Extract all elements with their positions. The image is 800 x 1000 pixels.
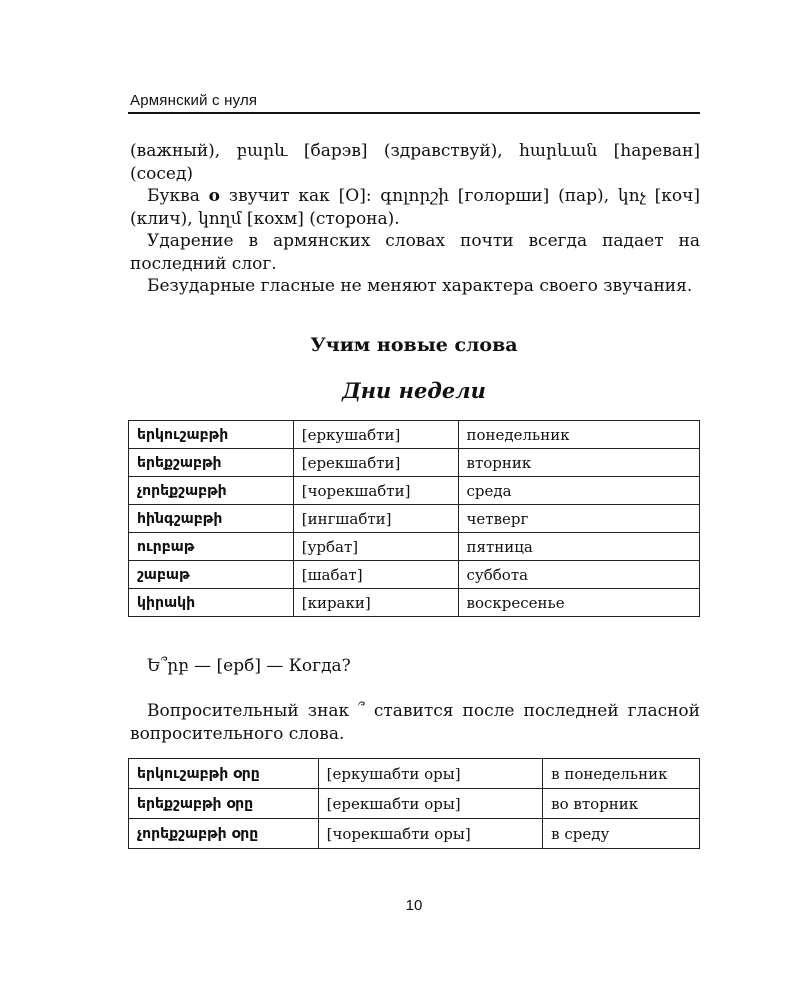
table-row	[129, 589, 700, 617]
table-row	[129, 449, 700, 477]
transcription: [чорекшабти оры]	[318, 819, 543, 849]
transcription: [еркушабти]	[293, 421, 458, 449]
transcription: [урбат]	[293, 533, 458, 561]
translation: пятница	[458, 533, 699, 561]
armenian-word: կիրակի	[129, 589, 294, 617]
body-text	[130, 140, 700, 298]
question-word-line: Ե՞րբ — [ерб] — Когда?	[147, 656, 351, 676]
armenian-word: ուրբաթ	[129, 533, 294, 561]
table-row	[129, 505, 700, 533]
translation: среда	[458, 477, 699, 505]
letter-o-bold: o	[208, 186, 220, 206]
translation: четверг	[458, 505, 699, 533]
armenian-phrase: երեքշաբթի օրը	[129, 789, 319, 819]
translation: воскресенье	[458, 589, 699, 617]
paragraph-unstressed-vowels: Безударные гласные не меняют характера своего звучания.	[147, 276, 693, 296]
paragraph-stress: Ударение в армянских словах почти всегда падает на последний слог.	[130, 231, 700, 274]
subsection-heading: Дни недели	[342, 378, 486, 403]
armenian-word: չորեքշաբթի	[129, 477, 294, 505]
paragraph-vocabulary-continuation: (важный), բարև [барэв] (здравствуй), հարևան [hареван] (сосед)	[130, 141, 700, 184]
armenian-word: հինգշաբթի	[129, 505, 294, 533]
table-row	[129, 819, 700, 849]
translation: в среду	[543, 819, 700, 849]
transcription: [ерекшабти]	[293, 449, 458, 477]
transcription: [еркушабти оры]	[318, 759, 543, 789]
on-day-table	[128, 758, 700, 849]
header-rule	[128, 112, 700, 114]
running-title: Армянский с нуля	[130, 92, 258, 109]
question-mark-paragraph: Вопросительный знак ՞ ставится после последней гласной вопросительного слова.	[130, 701, 700, 744]
table-row	[129, 759, 700, 789]
armenian-phrase: երկուշաբթի օրը	[129, 759, 319, 789]
translation: вторник	[458, 449, 699, 477]
days-of-week-table	[128, 420, 700, 617]
armenian-word: երեքշաբթի	[129, 449, 294, 477]
translation: суббота	[458, 561, 699, 589]
section-heading: Учим новые слова	[310, 334, 518, 356]
transcription: [кираки]	[293, 589, 458, 617]
transcription: [ингшабти]	[293, 505, 458, 533]
transcription: [ерекшабти оры]	[318, 789, 543, 819]
armenian-word: երկուշաբթի	[129, 421, 294, 449]
table-row	[129, 561, 700, 589]
translation: во вторник	[543, 789, 700, 819]
paragraph-letter-o	[130, 185, 700, 230]
transcription: [шабат]	[293, 561, 458, 589]
question-mark-note	[130, 700, 700, 746]
table-row	[129, 789, 700, 819]
paragraph-letter-o-post: звучит как [О]: գոլորշի [голорши] (пар), կոչ [коч] (клич), կողմ [кохм] (сторона).	[130, 186, 700, 229]
translation: понедельник	[458, 421, 699, 449]
armenian-word: շաբաթ	[129, 561, 294, 589]
transcription: [чорекшабти]	[293, 477, 458, 505]
table-row	[129, 533, 700, 561]
page-number: 10	[405, 897, 423, 914]
table-row	[129, 477, 700, 505]
translation: в понедельник	[543, 759, 700, 789]
paragraph-letter-o-pre: Буква	[147, 186, 209, 206]
table-row	[129, 421, 700, 449]
armenian-phrase: չորեքշաբթի օրը	[129, 819, 319, 849]
